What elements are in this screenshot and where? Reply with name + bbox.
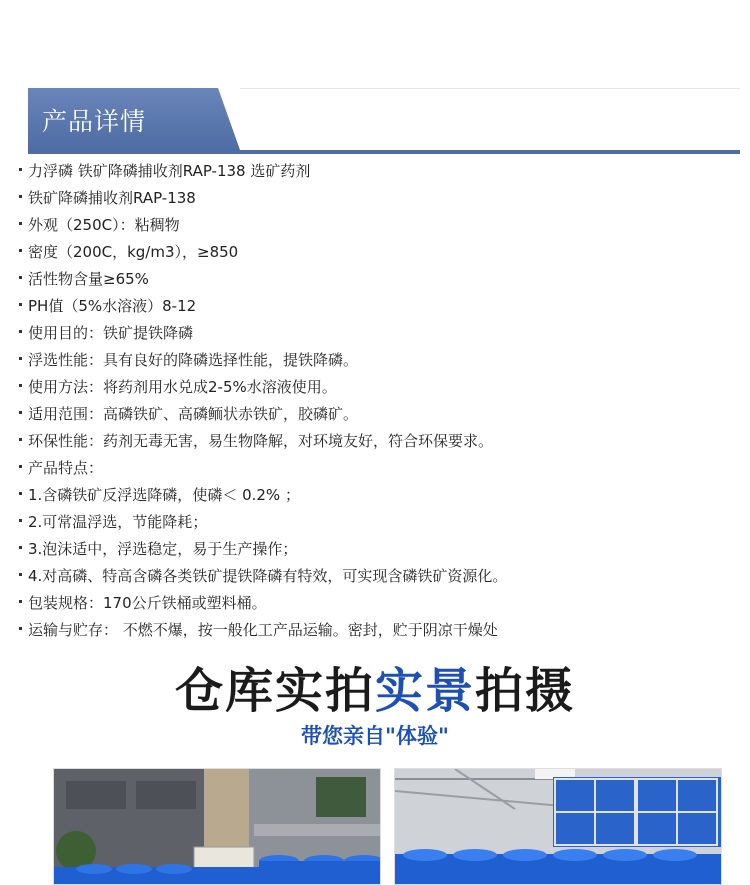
spec-item: 1.含磷铁矿反浮选降磷，使磷＜ 0.2% ； (18, 484, 738, 511)
header-underline (28, 150, 740, 154)
spec-item: 2.可常温浮选，节能降耗； (18, 511, 738, 538)
header-top-divider (240, 88, 740, 89)
spec-item: 浮选性能：具有良好的降磷选择性能，提铁降磷。 (18, 349, 738, 376)
warehouse-photo-indoor (394, 768, 722, 885)
banner-title-part1: 仓库实拍 (174, 663, 375, 719)
spec-item: 密度（200C，kg/m3），≥850 (18, 241, 738, 268)
warehouse-photo-outdoor (53, 768, 381, 885)
spec-item: 使用目的：铁矿提铁降磷 (18, 322, 738, 349)
spec-item: 3.泡沫适中，浮选稳定，易于生产操作； (18, 538, 738, 565)
warehouse-photo-indoor-drawing (395, 769, 722, 885)
banner-subtitle: 带您亲自"体验" (301, 724, 449, 748)
warehouse-banner (0, 648, 750, 758)
section-title: 产品详情 (42, 107, 147, 136)
banner-title-part3: 拍摄 (475, 663, 576, 719)
spec-item: 4.对高磷、特高含磷各类铁矿提铁降磷有特效，可实现含磷铁矿资源化。 (18, 565, 738, 592)
banner-title-highlight: 实景 (374, 663, 475, 719)
spec-item: 包装规格：170公斤铁桶或塑料桶。 (18, 592, 738, 619)
spec-item: 使用方法：将药剂用水兑成2-5%水溶液使用。 (18, 376, 738, 403)
spec-item: 适用范围：高磷铁矿、高磷鲕状赤铁矿，胶磷矿。 (18, 403, 738, 430)
section-header (28, 88, 740, 154)
warehouse-photo-outdoor-drawing (54, 769, 381, 885)
spec-item: 环保性能：药剂无毒无害，易生物降解，对环境友好，符合环保要求。 (18, 430, 738, 457)
spec-list (18, 160, 738, 646)
spec-item: 铁矿降磷捕收剂RAP-138 (18, 187, 738, 214)
spec-item: 运输与贮存： 不燃不爆，按一般化工产品运输。密封，贮于阴凉干燥处 (18, 619, 738, 646)
spec-item: 力浮磷 铁矿降磷捕收剂RAP-138 选矿药剂 (18, 160, 738, 187)
spec-item: 外观（250C）：粘稠物 (18, 214, 738, 241)
banner-title (0, 652, 750, 721)
spec-item: 产品特点： (18, 457, 738, 484)
spec-item: PH值（5%水溶液）8-12 (18, 295, 738, 322)
spec-item: 活性物含量≥65% (18, 268, 738, 295)
